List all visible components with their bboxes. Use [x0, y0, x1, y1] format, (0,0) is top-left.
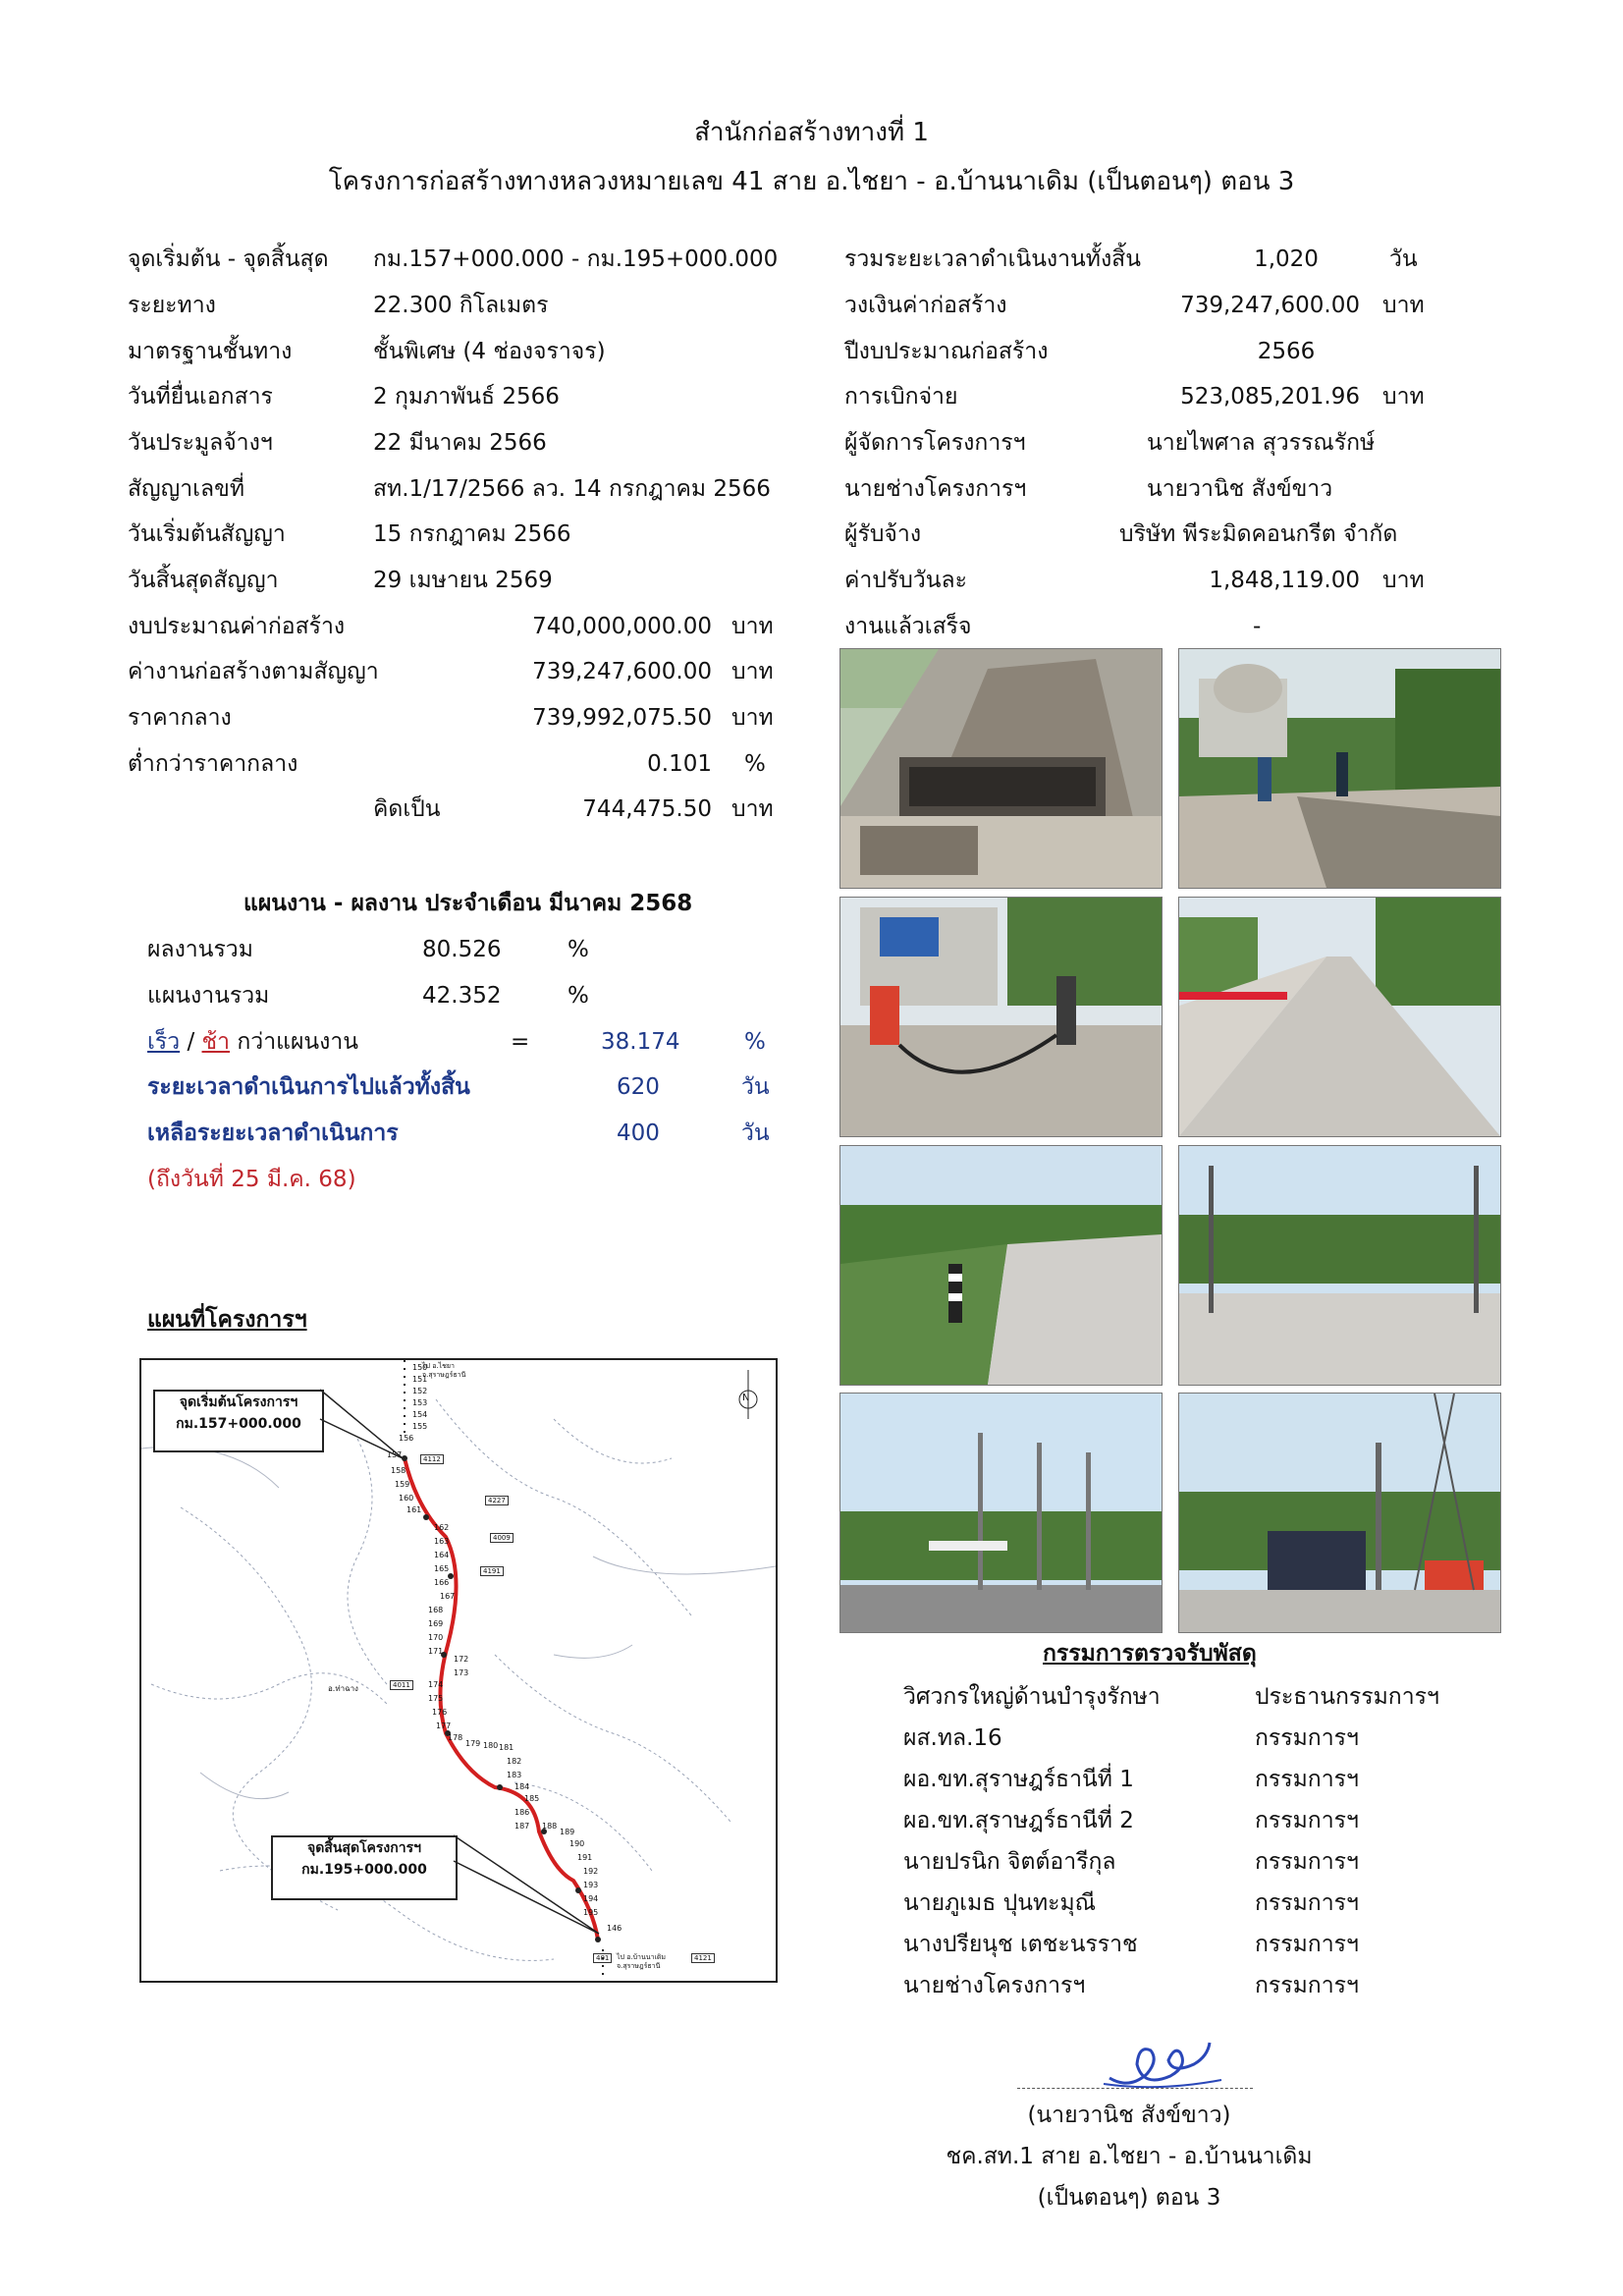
photo-road-intersection: [1178, 1145, 1501, 1386]
right-info-label: ค่าปรับวันละ: [844, 568, 967, 593]
committee-member-role: กรรมการฯ: [1255, 1973, 1359, 1998]
committee-member-name: วิศวกรใหญ่ด้านบำรุงรักษา: [903, 1684, 1161, 1710]
info-value: 22.300 กิโลเมตร: [373, 293, 549, 318]
plan-value: 42.352: [422, 983, 502, 1009]
right-info-unit: บาท: [1382, 293, 1425, 318]
km-label: 195: [583, 1908, 599, 1917]
elapsed-unit: วัน: [741, 1074, 770, 1100]
budget-value: 739,247,600.00: [532, 659, 712, 684]
km-label: 169: [428, 1619, 444, 1628]
budget-value: 739,992,075.50: [532, 705, 712, 731]
committee-member-name: นายปรนิก จิตต์อารีกุล: [903, 1849, 1116, 1875]
signature-image: [1100, 2031, 1227, 2100]
km-label: 164: [434, 1551, 450, 1559]
km-label: 154: [412, 1410, 428, 1419]
km-label: 191: [577, 1853, 593, 1862]
km-label: 157: [387, 1450, 403, 1459]
committee-member-name: นางปรียนุช เตชะนรราช: [903, 1932, 1138, 1957]
place-label: อ.ท่าฉาง: [328, 1684, 358, 1693]
photo-finished-concrete-road: [1178, 897, 1501, 1137]
signer-name: (นายวานิช สังข์ขาว): [1027, 2103, 1231, 2128]
route-sign: 4227: [485, 1496, 509, 1505]
km-label: 184: [514, 1782, 530, 1791]
km-label: 179: [465, 1739, 481, 1748]
km-label: 146: [607, 1924, 622, 1933]
budget-label: ค่างานก่อสร้างตามสัญญา: [128, 659, 379, 684]
remaining-unit: วัน: [741, 1121, 770, 1146]
north-arrow-icon: N: [742, 1393, 750, 1403]
office-title: สำนักก่อสร้างทางที่ 1: [694, 118, 929, 147]
start-label: จุดเริ่มต้นโครงการฯ: [179, 1394, 298, 1410]
info-label: ระยะทาง: [128, 293, 216, 318]
info-value: 29 เมษายน 2569: [373, 568, 553, 593]
committee-member-role: กรรมการฯ: [1255, 1808, 1359, 1833]
right-info-value: นายวานิช สังข์ขาว: [1147, 476, 1333, 502]
km-label: 170: [428, 1633, 444, 1642]
info-value: กม.157+000.000 - กม.195+000.000: [373, 246, 779, 272]
signer-section: (เป็นตอนๆ) ตอน 3: [1037, 2185, 1221, 2211]
photo-concrete-pouring: [1178, 648, 1501, 889]
committee-member-name: ผอ.ขท.สุราษฎร์ธานีที่ 2: [903, 1808, 1134, 1833]
budget-value: 0.101: [647, 751, 712, 777]
info-label: วันสิ้นสุดสัญญา: [128, 568, 279, 593]
km-label: 172: [454, 1655, 469, 1664]
km-label: 160: [399, 1494, 414, 1503]
budget-value: 744,475.50: [582, 796, 712, 822]
right-info-value: นายไพศาล สุวรรณรักษ์: [1147, 430, 1376, 456]
start-leader-line: [318, 1388, 406, 1466]
km-label: 161: [406, 1505, 422, 1514]
km-label: 188: [542, 1822, 558, 1831]
fast-label: เร็ว: [147, 1029, 181, 1055]
route-sign: 401: [593, 1953, 612, 1963]
info-value: สท.1/17/2566 ลว. 14 กรกฎาคม 2566: [373, 476, 771, 502]
route-sign: 4121: [691, 1953, 715, 1963]
info-value: 2 กุมภาพันธ์ 2566: [373, 384, 560, 410]
right-info-label: รวมระยะเวลาดำเนินงานทั้งสิ้น: [844, 246, 1141, 272]
elapsed-label: ระยะเวลาดำเนินการไปแล้วทั้งสิ้น: [147, 1074, 470, 1100]
km-label: 187: [514, 1822, 530, 1831]
end-callout: [271, 1835, 458, 1900]
result-label: ผลงานรวม: [147, 937, 253, 962]
committee-member-role: กรรมการฯ: [1255, 1849, 1359, 1875]
km-label: 193: [583, 1881, 599, 1889]
committee-heading: กรรมการตรวจรับพัสดุ: [1043, 1641, 1257, 1667]
photo-traffic-signal-junction: [1178, 1393, 1501, 1633]
compare-line: [147, 1028, 358, 1056]
info-label: วันประมูลจ้างฯ: [128, 430, 273, 456]
photo-street-lights: [839, 1393, 1163, 1633]
route-sign: 4011: [390, 1680, 413, 1690]
result-value: 80.526: [422, 937, 502, 962]
km-label: 175: [428, 1694, 444, 1703]
km-label: 152: [412, 1387, 428, 1395]
info-value: ชั้นพิเศษ (4 ช่องจราจร): [373, 339, 606, 364]
km-label: 190: [569, 1839, 585, 1848]
km-label: 162: [434, 1523, 450, 1532]
km-label: 181: [499, 1743, 514, 1752]
diff-unit: %: [744, 1029, 766, 1055]
right-info-unit: บาท: [1382, 568, 1425, 593]
right-info-unit: บาท: [1382, 384, 1425, 410]
km-label: 159: [395, 1480, 410, 1489]
info-label: สัญญาเลขที่: [128, 476, 244, 502]
right-info-label: ผู้รับจ้าง: [844, 521, 922, 547]
km-label: 165: [434, 1564, 450, 1573]
km-label: 192: [583, 1867, 599, 1876]
signature-line: [1017, 2088, 1253, 2089]
place-label-top: ไป อ.ไชยา จ.สุราษฎร์ธานี: [422, 1362, 466, 1379]
budget-unit: บาท: [731, 659, 774, 684]
km-label: 167: [440, 1592, 456, 1601]
right-info-label: ปีงบประมาณก่อสร้าง: [844, 339, 1049, 364]
km-label: 158: [391, 1466, 406, 1475]
km-label: 186: [514, 1808, 530, 1817]
committee-member-name: ผอ.ขท.สุราษฎร์ธานีที่ 1: [903, 1767, 1134, 1792]
right-info-value: 1,848,119.00: [1209, 568, 1360, 593]
slash: /: [187, 1029, 195, 1055]
km-label: 150: [412, 1363, 428, 1372]
km-label: 151: [412, 1375, 428, 1384]
right-info-label: งานแล้วเสร็จ: [844, 614, 972, 639]
budget-label: คิดเป็น: [373, 796, 441, 822]
route-sign: 4191: [480, 1566, 504, 1576]
right-info-value: 2566: [1257, 339, 1316, 364]
result-unit: %: [568, 937, 589, 962]
km-label: 156: [399, 1434, 414, 1443]
end-label: จุดสิ้นสุดโครงการฯ: [306, 1840, 421, 1856]
right-info-label: ผู้จัดการโครงการฯ: [844, 430, 1026, 456]
km-label: 155: [412, 1422, 428, 1431]
remaining-label: เหลือระยะเวลาดำเนินการ: [147, 1121, 399, 1146]
info-label: วันที่ยื่นเอกสาร: [128, 384, 273, 410]
budget-label: งบประมาณค่าก่อสร้าง: [128, 614, 346, 639]
committee-member-role: กรรมการฯ: [1255, 1890, 1359, 1916]
vs-plan-label: กว่าแผนงาน: [237, 1029, 359, 1055]
as-of-date: (ถึงวันที่ 25 มี.ค. 68): [147, 1167, 356, 1192]
km-label: 174: [428, 1680, 444, 1689]
budget-unit: บาท: [731, 614, 774, 639]
info-label: จุดเริ่มต้น - จุดสิ้นสุด: [128, 246, 329, 272]
route-sign: 4009: [490, 1533, 514, 1543]
equals-sign: =: [511, 1029, 530, 1055]
budget-value: 740,000,000.00: [532, 614, 712, 639]
project-title: โครงการก่อสร้างทางหลวงหมายเลข 41 สาย อ.ไชยา - อ.บ้านนาเดิม (เป็นตอนๆ) ตอน 3: [328, 167, 1295, 196]
km-label: 176: [432, 1708, 448, 1717]
km-label: 168: [428, 1606, 444, 1614]
committee-member-name: นายช่างโครงการฯ: [903, 1973, 1086, 1998]
budget-unit: บาท: [731, 705, 774, 731]
committee-member-role: กรรมการฯ: [1255, 1767, 1359, 1792]
km-label: 177: [436, 1722, 452, 1730]
km-label: 166: [434, 1578, 450, 1587]
info-value: 15 กรกฎาคม 2566: [373, 521, 571, 547]
right-info-value: 523,085,201.96: [1180, 384, 1360, 410]
km-label: 189: [560, 1828, 575, 1836]
start-km: กม.157+000.000: [176, 1416, 301, 1432]
budget-unit: บาท: [731, 796, 774, 822]
right-info-label: การเบิกจ่าย: [844, 384, 958, 410]
info-value: 22 มีนาคม 2566: [373, 430, 547, 456]
committee-member-role: กรรมการฯ: [1255, 1725, 1359, 1751]
budget-label: ต่ำกว่าราคากลาง: [128, 751, 298, 777]
info-label: วันเริ่มต้นสัญญา: [128, 521, 286, 547]
km-label: 183: [507, 1771, 522, 1779]
km-label: 194: [583, 1894, 599, 1903]
elapsed-value: 620: [617, 1074, 660, 1100]
info-label: มาตรฐานชั้นทาง: [128, 339, 293, 364]
right-info-value: -: [1253, 614, 1262, 639]
project-map: [139, 1358, 778, 1983]
diff-value: 38.174: [601, 1029, 680, 1055]
end-leader-line: [452, 1831, 609, 1940]
committee-member-role: กรรมการฯ: [1255, 1932, 1359, 1957]
committee-member-role: ประธานกรรมการฯ: [1255, 1684, 1439, 1710]
slow-label: ช้า: [201, 1029, 231, 1055]
signer-position: ชค.สท.1 สาย อ.ไชยา - อ.บ้านนาเดิม: [946, 2144, 1313, 2169]
right-info-unit: วัน: [1389, 246, 1418, 272]
km-label: 180: [483, 1741, 499, 1750]
right-info-label: วงเงินค่าก่อสร้าง: [844, 293, 1007, 318]
plan-unit: %: [568, 983, 589, 1009]
km-label: 171: [428, 1647, 444, 1656]
km-label: 185: [524, 1794, 540, 1803]
km-label: 178: [448, 1733, 463, 1742]
km-label: 163: [434, 1537, 450, 1546]
photo-road-canal-side: [839, 1145, 1163, 1386]
map-heading: แผนที่โครงการฯ: [147, 1307, 307, 1333]
route-sign: 4112: [420, 1454, 444, 1464]
budget-unit: %: [744, 751, 766, 777]
start-callout: [153, 1390, 324, 1452]
place-label-bottom: ไป อ.บ้านนาเดิม จ.สุราษฎร์ธานี: [617, 1953, 667, 1970]
remaining-value: 400: [617, 1121, 660, 1146]
committee-member-name: นายภูเมธ ปุนทะมุณี: [903, 1890, 1096, 1916]
right-info-value: บริษัท พีระมิดคอนกรีต จำกัด: [1119, 521, 1398, 547]
budget-label: ราคากลาง: [128, 705, 232, 731]
committee-member-name: ผส.ทล.16: [903, 1725, 1002, 1751]
km-label: 173: [454, 1668, 469, 1677]
progress-heading: แผนงาน - ผลงาน ประจำเดือน มีนาคม 2568: [243, 891, 693, 916]
end-km: กม.195+000.000: [301, 1862, 427, 1878]
right-info-value: 1,020: [1254, 246, 1319, 272]
plan-label: แผนงานรวม: [147, 983, 270, 1009]
right-info-label: นายช่างโครงการฯ: [844, 476, 1027, 502]
photo-workers-vibrating: [839, 897, 1163, 1137]
km-label: 153: [412, 1398, 428, 1407]
photo-concrete-paver: [839, 648, 1163, 889]
km-label: 182: [507, 1757, 522, 1766]
right-info-value: 739,247,600.00: [1180, 293, 1360, 318]
